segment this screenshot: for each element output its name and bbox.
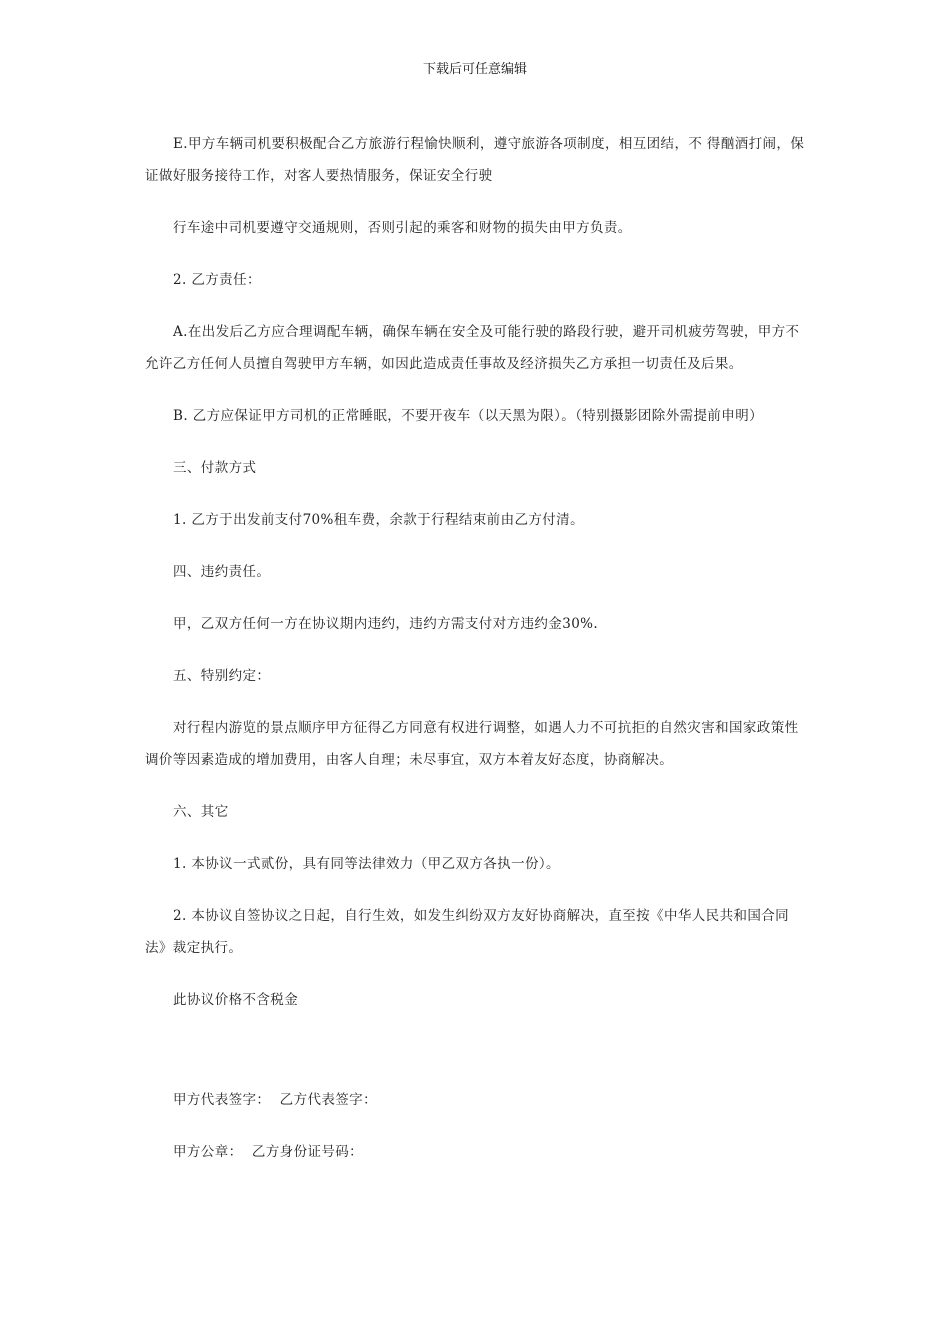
heading-other: 六、其它 xyxy=(173,804,229,820)
heading-party-b-responsibility: 2. 乙方责任： xyxy=(173,272,261,288)
paragraph-itinerary-adjustment: 对行程内游览的景点顺序甲方征得乙方同意有权进行调整，如遇人力不可抗拒的自然灾害和国家政策性调价等因素造成的增加费用，由客人自理；未尽事宜，双方本着友好态度，协商解决。 xyxy=(145,720,799,768)
heading-breach-liability: 四、违约责任。 xyxy=(173,564,271,580)
page-header: 下载后可任意编辑 xyxy=(422,62,527,77)
heading-payment-method: 三、付款方式 xyxy=(173,460,257,476)
signature-line-representatives: 甲方代表签字： 乙方代表签字： xyxy=(173,1092,377,1108)
paragraph-payment-terms: 1. 乙方于出发前支付70%租车费，余款于行程结束前由乙方付清。 xyxy=(173,512,584,528)
paragraph-effectiveness: 2. 本协议自签协议之日起，自行生效，如发生纠纷双方友好协商解决，直至按《中华人民共和国合同法》裁定执行。 xyxy=(145,908,790,956)
paragraph-vehicle-dispatch: A.在出发后乙方应合理调配车辆，确保车辆在安全及可能行驶的路段行驶，避开司机疲劳驾驶，甲方不允许乙方任何人员擅自驾驶甲方车辆，如因此造成责任事故及经济损失乙方承担一切责任及后果。 xyxy=(145,324,800,372)
paragraph-tax-note: 此协议价格不含税金 xyxy=(173,992,299,1008)
paragraph-traffic-rules: 行车途中司机要遵守交通规则，否则引起的乘客和财物的损失由甲方负责。 xyxy=(173,220,632,236)
paragraph-driver-rest: B. 乙方应保证甲方司机的正常睡眠，不要开夜车（以天黑为限）。（特别摄影团除外需提前申明） xyxy=(173,408,764,424)
heading-special-terms: 五、特别约定： xyxy=(173,668,271,684)
paragraph-breach-penalty: 甲，乙双方任何一方在协议期内违约，违约方需支付对方违约金30%. xyxy=(173,616,599,632)
paragraph-driver-duties: E.甲方车辆司机要积极配合乙方旅游行程愉快顺利，遵守旅游各项制度，相互团结，不 得酗酒打闹，保证做好服务接待工作，对客人要热情服务，保证安全行驶 xyxy=(145,136,805,184)
document-body xyxy=(145,128,805,1168)
signature-line-seal-id: 甲方公章： 乙方身份证号码： xyxy=(173,1144,364,1160)
paragraph-copies: 1. 本协议一式贰份，具有同等法律效力（甲乙双方各执一份）。 xyxy=(173,856,560,872)
